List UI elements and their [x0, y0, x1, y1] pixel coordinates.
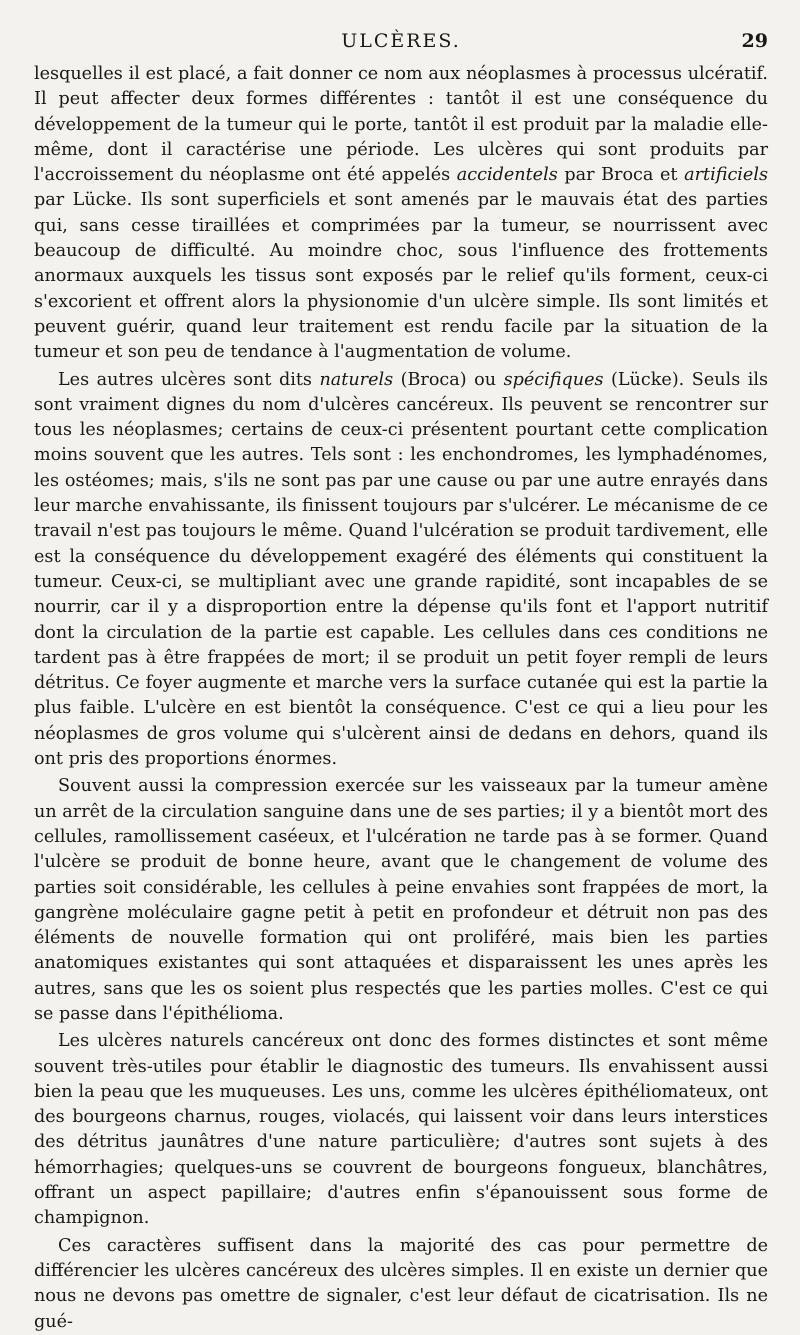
paragraph-4 — [34, 1029, 768, 1231]
text-segment-italic: accidentels — [456, 165, 558, 186]
running-head — [34, 28, 768, 54]
text-segment: Les autres ulcères sont dits — [58, 369, 320, 390]
text-segment-italic: spécifiques — [503, 369, 604, 390]
body-text — [34, 62, 768, 1335]
text-segment: Les ulcères naturels cancéreux ont donc des formes distinctes et sont même souvent très-utiles pour établir le diagnostic des tumeurs. Ils envahissent aussi bien la peau que les muqueuses. Les uns, comme les ulcères épithéliomateux, ont des bourgeons charnus, rouges, violacés, qui laissent voir dans leurs interstices des détritus jaunâtres d'une nature particulière; d'autres sont sujets à des hémorrhagies; quelques-uns se couvrent de bourgeons fongueux, blanchâtres, offrant un aspect papillaire; d'autres enfin s'épanouissent sous forme de champignon. — [34, 1031, 768, 1229]
paragraph-3 — [34, 774, 768, 1027]
text-segment: par Lücke. Ils sont superficiels et sont amenés par le mauvais état des parties qui, sans cesse tiraillées et comprimées par la tumeur, se nourrissent avec beaucoup de difficulté. Au moindre choc, sous l'influence des frottements anormaux auxquels les tissus sont exposés par le relief qu'ils forment, ceux-ci s'excorient et offrent alors la physionomie d'un ulcère simple. Ils sont limités et peuvent guérir, quand leur traitement est rendu facile par la situation de la tumeur et son peu de tendance à l'augmentation de volume. — [34, 190, 768, 363]
paragraph-5 — [34, 1234, 768, 1335]
text-segment: (Lücke). Seuls ils sont vraiment dignes du nom d'ulcères cancéreux. Ils peuvent se rencontrer sur tous les néoplasmes; certains de ceux-ci présentent pourtant cette complication moins souvent que les autres. Tels sont : les enchondromes, les lymphadénomes, les ostéomes; mais, s'ils ne sont pas par une cause ou par une autre enrayés dans leur marche envahissante, ils finissent toujours par s'ulcérer. Le mécanisme de ce travail n'est pas toujours le même. Quand l'ulcération se produit tardivement, elle est la conséquence du développement exagéré des éléments qui constituent la tumeur. Ceux-ci, se multipliant avec une grande rapidité, sont incapables de se nourrir, car il y a disproportion entre la dépense qu'ils font et l'apport nutritif dont la circulation de la partie est capable. Les cellules dans ces conditions ne tardent pas à être frappées de mort; il se produit un petit foyer rempli de leurs détritus. Ce foyer augmente et marche vers la surface cutanée qui est la partie la plus faible. L'ulcère en est bientôt la conséquence. C'est ce qui a lieu pour les néoplasmes de gros volume qui s'ulcèrent ainsi de dedans en dehors, quand ils ont pris des proportions énormes. — [34, 369, 768, 770]
text-segment: (Broca) ou — [393, 369, 504, 390]
page-number: 29 — [741, 30, 768, 52]
text-segment: par Broca et — [557, 165, 685, 186]
page-title: ULCÈRES. — [341, 30, 461, 52]
text-segment-italic: artificiels — [684, 165, 769, 186]
text-segment: lesquelles il est placé, a fait donner ce nom aux néoplasmes à processus ulcératif. Il peut affecter deux formes différentes : tantôt il est une conséquence du développement de la tumeur qui le porte, tantôt il est produit par la maladie elle-même, dont il caractérise une période. Les ulcères qui sont produits par l'accroissement du néoplasme ont été appelés — [34, 64, 768, 186]
paragraph-2 — [34, 368, 768, 773]
text-segment: Souvent aussi la compression exercée sur les vaisseaux par la tumeur amène un arrêt de la circulation sanguine dans une de ses parties; il y a bientôt mort des cellules, ramollissement caséeux, et l'ulcération ne tarde pas à se former. Quand l'ulcère se produit de bonne heure, avant que le changement de volume des parties soit considérable, les cellules à peine envahies sont frappées de mort, la gangrène moléculaire gagne petit à petit en profondeur et détruit non pas des éléments de nouvelle formation qui ont proliféré, mais bien les parties anatomiques existantes qui sont attaquées et disparaissent les unes après les autres, sans que les os soient plus respectés que les parties molles. C'est ce qui se passe dans l'épithélioma. — [34, 776, 768, 1024]
book-page — [34, 28, 769, 1332]
text-segment-italic: naturels — [319, 369, 394, 390]
text-segment: Ces caractères suffisent dans la majorité des cas pour permettre de différencier les ulcères cancéreux des ulcères simples. Il en existe un dernier que nous ne devons pas omettre de signaler, c'est leur défaut de cicatrisation. Ils ne gué- — [34, 1235, 768, 1332]
paragraph-1 — [34, 62, 768, 366]
